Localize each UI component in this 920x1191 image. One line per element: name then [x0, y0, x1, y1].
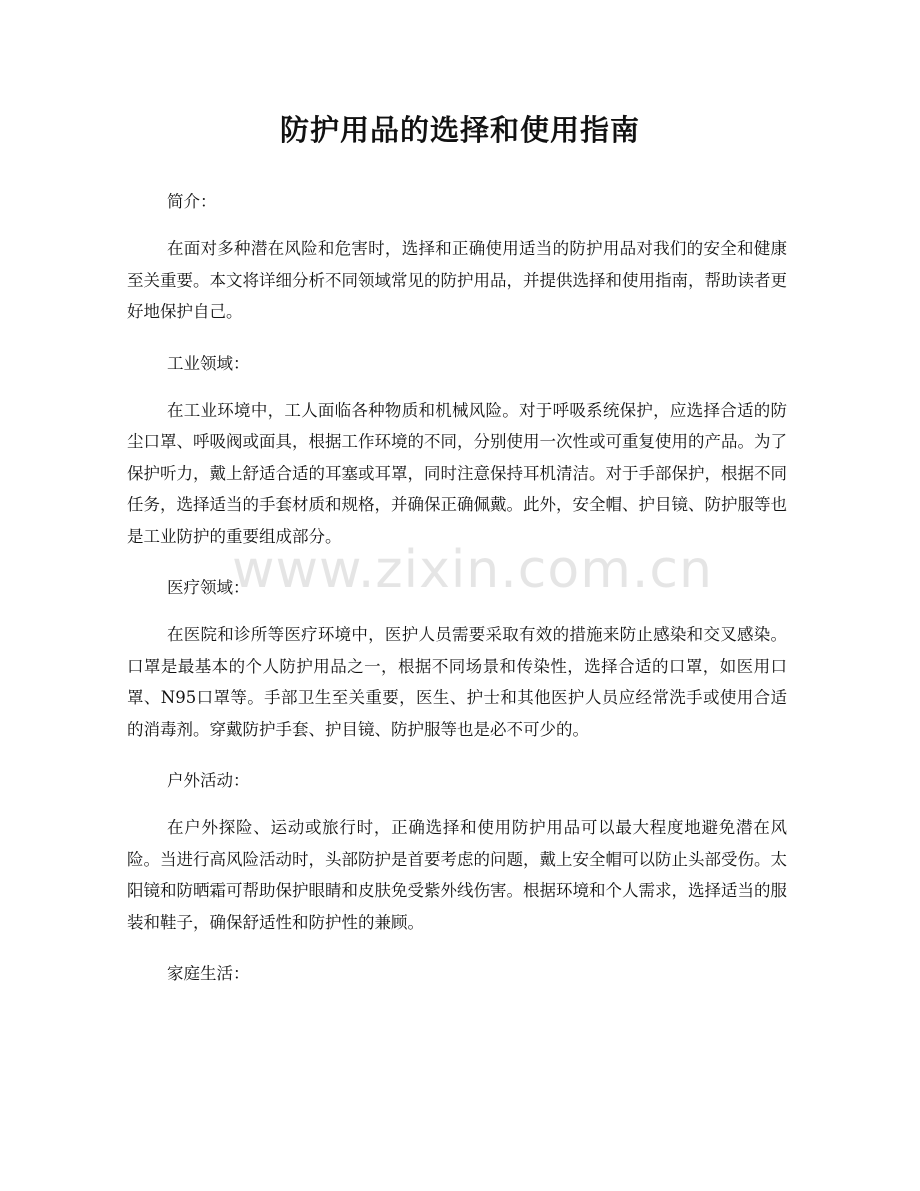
- section-paragraph-industrial: 在工业环境中，工人面临各种物质和机械风险。对于呼吸系统保护，应选择合适的防尘口罩、呼吸阀或面具，根据工作环境的不同，分别使用一次性或可重复使用的产品。为了保护听力，戴上舒适合适的耳塞或耳罩，同时注意保持耳机清洁。对于手部保护，根据不同任务，选择适当的手套材质和规格，并确保正确佩戴。此外，安全帽、护目镜、防护服等也是工业防护的重要组成部分。: [127, 400, 787, 546]
- document-body: [127, 182, 787, 993]
- document-title: 防护用品的选择和使用指南: [279, 113, 640, 147]
- watermark-text: www.zixin.com.cn: [232, 540, 713, 600]
- section-paragraph-outdoor: 在户外探险、运动或旅行时，正确选择和使用防护用品可以最大程度地避免潜在风险。当进行高风险活动时，头部防护是首要考虑的问题，戴上安全帽可以防止头部受伤。太阳镜和防晒霜可帮助保护眼睛和皮肤免受紫外线伤害。根据环境和个人需求，选择适当的服装和鞋子，确保舒适性和防护性的兼顾。: [127, 818, 787, 932]
- section-heading-intro: 简介：: [167, 192, 217, 211]
- section-heading-home: 家庭生活：: [167, 964, 250, 983]
- section-paragraph-medical: 在医院和诊所等医疗环境中，医护人员需要采取有效的措施来防止感染和交叉感染。口罩是最基本的个人防护用品之一，根据不同场景和传染性，选择合适的口罩，如医用口罩、N95口罩等。手部卫生至关重要，医生、护士和其他医护人员应经常洗手或使用合适的消毒剂。穿戴防护手套、护目镜、防护服等也是必不可少的。: [127, 625, 787, 739]
- section-heading-medical: 医疗领域：: [167, 578, 250, 597]
- section-heading-industrial: 工业领域：: [167, 353, 250, 373]
- section-heading-outdoor: 户外活动：: [167, 771, 250, 790]
- section-paragraph-intro: 在面对多种潜在风险和危害时，选择和正确使用适当的防护用品对我们的安全和健康至关重要。本文将详细分析不同领域常见的防护用品，并提供选择和使用指南，帮助读者更好地保护自己。: [127, 239, 787, 321]
